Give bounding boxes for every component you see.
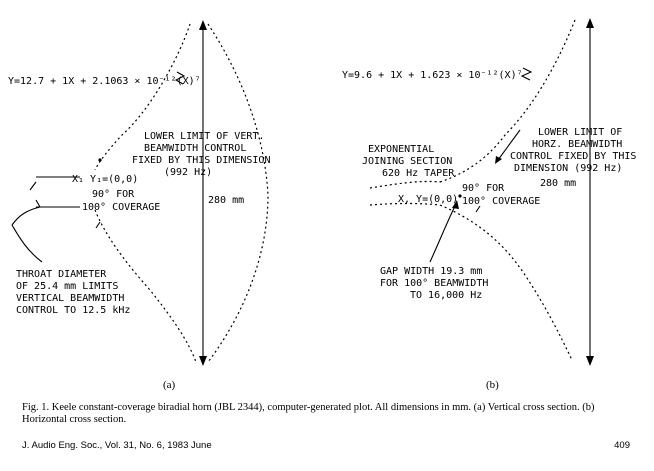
coverage-line-2: 100° COVERAGE <box>462 196 541 207</box>
coverage-line-1: 90° FOR <box>462 183 505 194</box>
dimension-arrow-top <box>586 18 594 28</box>
exponential-section-upper <box>370 181 440 188</box>
exponential-line-3: 620 Hz TAPER <box>382 168 455 179</box>
lower-limit-line-1: LOWER LIMIT OF <box>538 127 623 138</box>
exponential-line-2: JOINING SECTION <box>362 156 453 167</box>
origin-label: X₁ Y₁=(0,0) <box>72 174 139 185</box>
coverage-line-2: 100° COVERAGE <box>82 202 161 213</box>
gap-line-3: TO 16,000 Hz <box>410 290 483 301</box>
lower-limit-arrowhead <box>495 156 502 164</box>
sub-label-b: (b) <box>486 379 499 391</box>
lower-limit-line-2: HORZ. BEAMWIDTH <box>532 139 623 150</box>
sub-label-a: (a) <box>163 379 176 391</box>
journal-citation: J. Audio Eng. Soc., Vol. 31, No. 6, 1983 June <box>22 440 212 451</box>
coverage-line-1: 90° FOR <box>92 189 135 200</box>
lower-limit-line-4: (992 Hz) <box>164 167 213 178</box>
throat-line-3: VERTICAL BEAMWIDTH <box>16 293 125 304</box>
equation-squiggle <box>522 68 531 80</box>
lower-limit-line-1: LOWER LIMIT OF VERT. <box>144 131 265 142</box>
throat-brace <box>12 182 42 262</box>
dimension-label: 280 mm <box>540 178 577 189</box>
gap-arrow <box>430 204 456 262</box>
gap-line-2: FOR 100° BEAMWIDTH <box>380 278 489 289</box>
coverage-arrow <box>96 222 100 228</box>
lower-limit-line-3: FIXED BY THIS DIMENSION <box>132 155 271 166</box>
panel-horizontal-cross-section <box>342 18 636 391</box>
page-number: 409 <box>614 440 630 451</box>
dimension-arrow-bottom <box>199 356 207 366</box>
origin-point <box>98 158 101 161</box>
origin-label: X, Y=(0,0) <box>398 194 459 205</box>
dimension-arrow-bottom <box>586 356 594 366</box>
lower-limit-line-2: BEAMWIDTH CONTROL <box>144 143 247 154</box>
throat-line-2: OF 25.4 mm LIMITS <box>16 281 119 292</box>
horn-mouth-arc <box>208 24 268 362</box>
equation-text: Y=9.6 + 1X + 1.623 × 10⁻¹²(X)⁷ <box>342 70 523 81</box>
dimension-label: 280 mm <box>208 195 245 206</box>
equation-text: Y=12.7 + 1X + 2.1063 × 10⁻¹²(X)⁷ <box>8 76 201 87</box>
throat-line-4: CONTROL TO 12.5 kHz <box>16 305 131 316</box>
lower-limit-line-4: DIMENSION (992 Hz) <box>514 163 623 174</box>
panel-vertical-cross-section <box>8 20 270 391</box>
figure-caption: Fig. 1. Keele constant-coverage biradial horn (JBL 2344), computer-generated plot. All dimensions in mm. (a) Vertical cross section. (b) Horizontal cross section. <box>22 402 595 425</box>
gap-line-1: GAP WIDTH 19.3 mm <box>380 266 483 277</box>
exponential-line-1: EXPONENTIAL <box>368 144 435 155</box>
dimension-arrow-top <box>199 20 207 30</box>
throat-line-1: THROAT DIAMETER <box>16 269 107 280</box>
lower-limit-line-3: CONTROL FIXED BY THIS <box>510 151 637 162</box>
